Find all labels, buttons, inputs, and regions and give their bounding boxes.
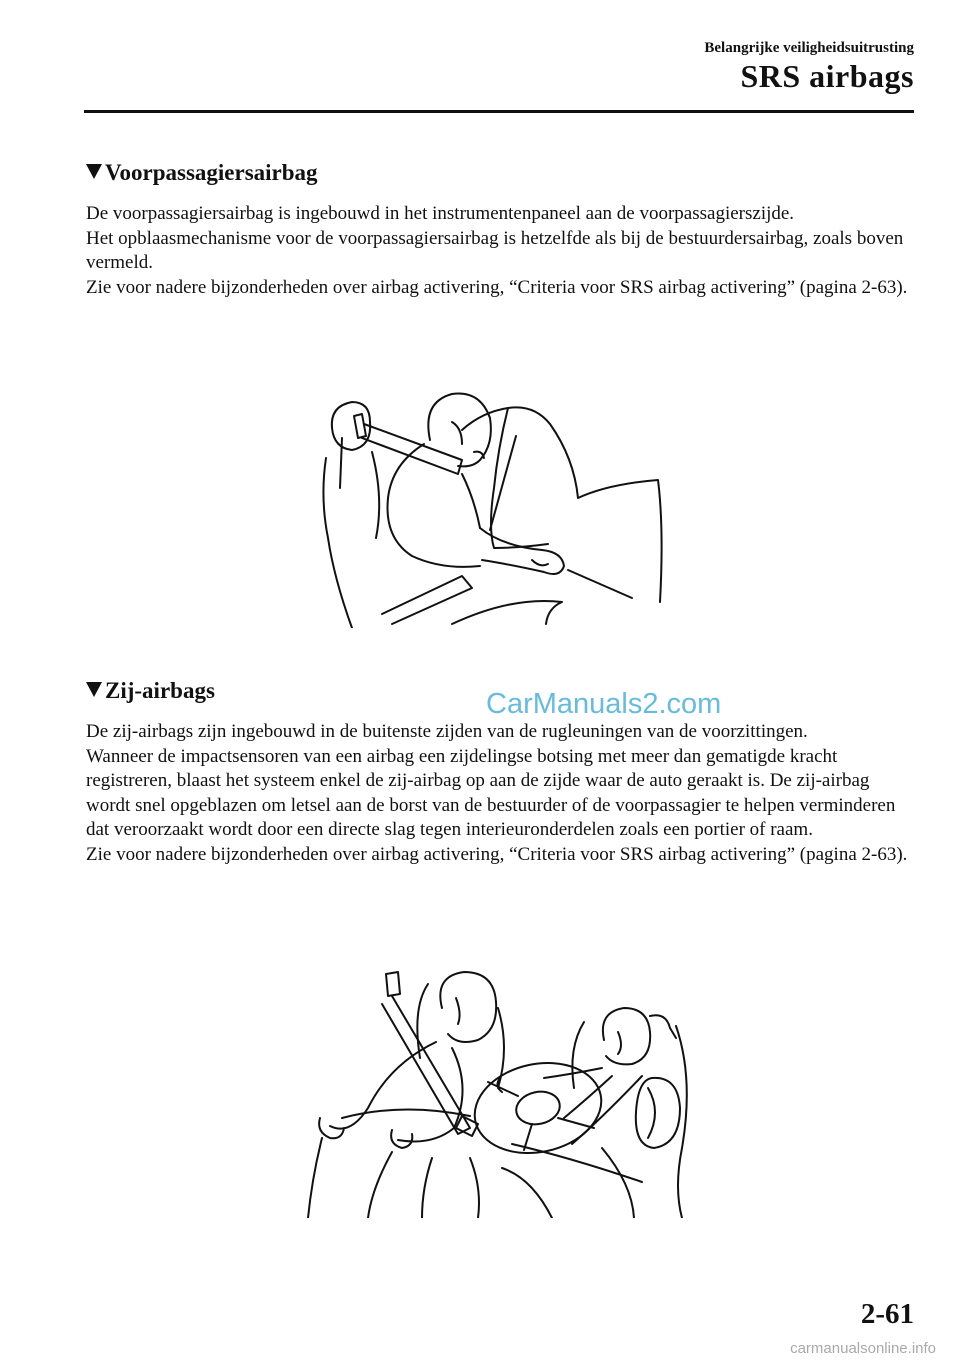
section-body bbox=[86, 720, 916, 867]
section-body bbox=[86, 202, 916, 300]
section-heading-text: Voorpassagiersairbag bbox=[105, 160, 318, 185]
paragraph: Wanneer de impactsensoren van een airbag een zijdelingse botsing met meer dan gematigde kracht registreren, blaast het systeem enkel de zij-airbag op aan de zijde waar de auto geraakt is. De zij-airbag wordt snel opgeblazen om letsel aan de borst van de bestuurder of de voorpassagier te helpen verminderen dat veroorzaakt wordt door een directe slag tegen interieuronderdelen zoals een portier of raam. bbox=[86, 745, 896, 840]
triangle-bullet-icon bbox=[86, 682, 102, 697]
paragraph: Het opblaasmechanisme voor de voorpassagiersairbag is hetzelfde als bij de bestuurdersairbag, zoals boven vermeld. bbox=[86, 227, 904, 273]
section-heading-voorpassagiersairbag bbox=[86, 160, 318, 186]
passenger-airbag-illustration bbox=[312, 388, 672, 628]
watermark: CarManuals2.com bbox=[486, 688, 722, 720]
paragraph: Zie voor nadere bijzonderheden over airbag activering, “Criteria voor SRS airbag activering” (pagina 2-63). bbox=[86, 276, 908, 298]
paragraph: Zie voor nadere bijzonderheden over airbag activering, “Criteria voor SRS airbag activering” (pagina 2-63). bbox=[86, 843, 908, 865]
chapter-title: Belangrijke veiligheidsuitrusting bbox=[704, 40, 914, 56]
paragraph: De voorpassagiersairbag is ingebouwd in het instrumentenpaneel aan de voorpassagierszijde. bbox=[86, 203, 795, 224]
side-airbags-illustration bbox=[302, 968, 702, 1218]
page-number: 2-61 bbox=[860, 1298, 914, 1330]
section-heading-text: Zij-airbags bbox=[105, 678, 215, 703]
paragraph: De zij-airbags zijn ingebouwd in de buitenste zijden van de rugleuningen van de voorzittingen. bbox=[86, 721, 808, 742]
section-heading-zij-airbags bbox=[86, 678, 215, 704]
triangle-bullet-icon bbox=[86, 164, 102, 179]
page-title: SRS airbags bbox=[740, 58, 914, 94]
footer-url: carmanualsonline.info bbox=[790, 1340, 936, 1357]
header-divider bbox=[84, 110, 914, 113]
